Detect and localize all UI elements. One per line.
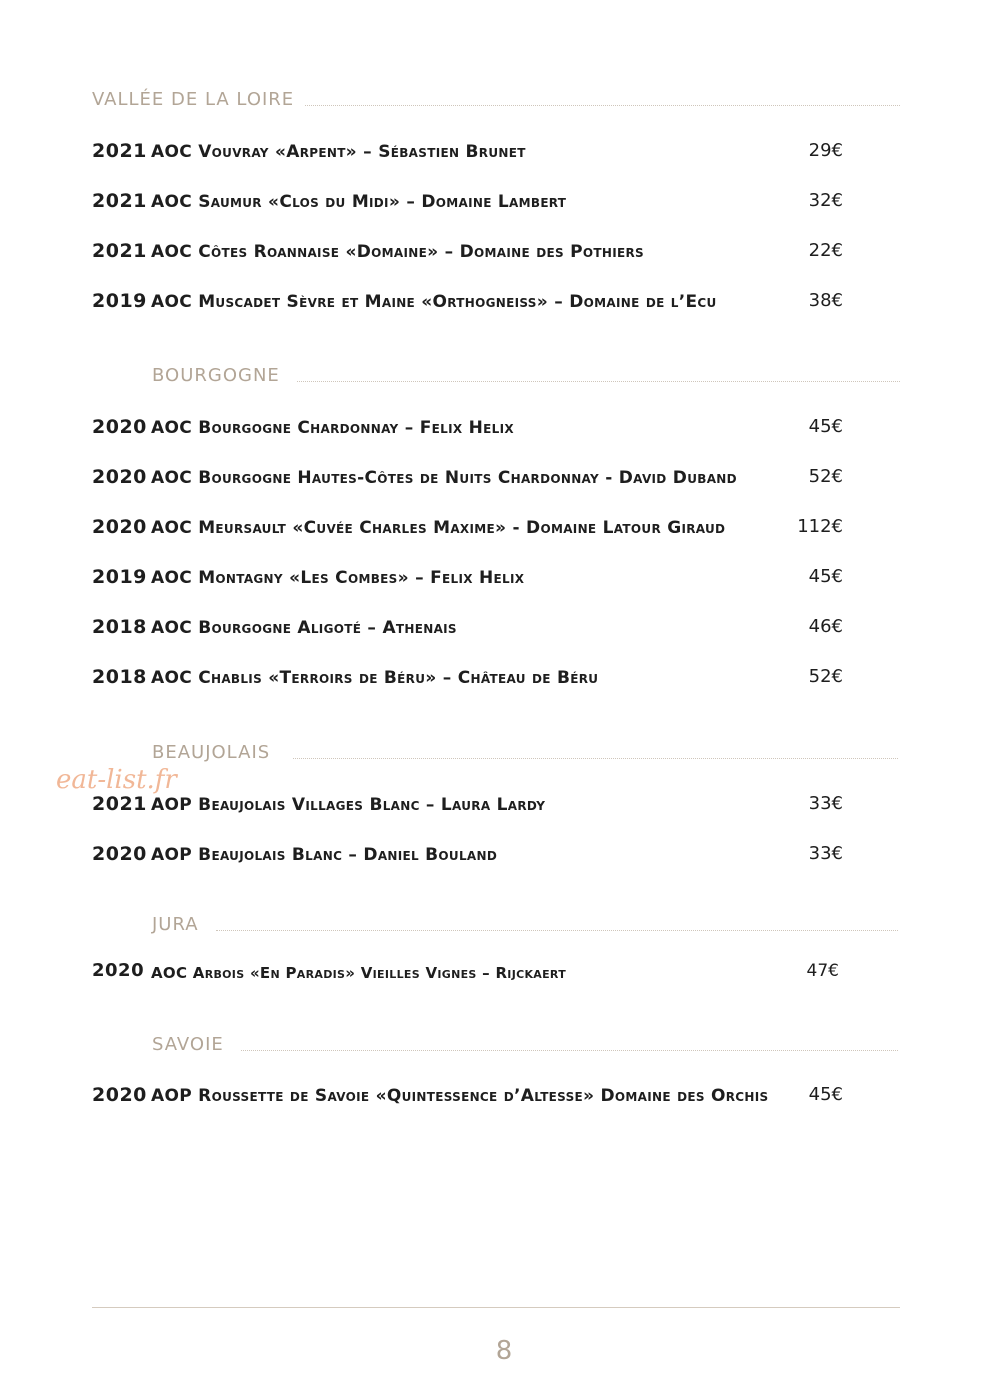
wine-price: 52€ bbox=[808, 666, 843, 687]
section-title: VALLÉE DE LA LOIRE bbox=[92, 89, 295, 110]
wine-year: 2020 bbox=[92, 416, 147, 438]
wine-year: 2019 bbox=[92, 566, 147, 588]
wine-name: AOC Bourgogne Chardonnay – Felix Helix bbox=[151, 418, 514, 438]
wine-item bbox=[0, 138, 989, 168]
wine-name: AOC Bourgogne Hautes-Côtes de Nuits Chardonnay - David Duband bbox=[151, 468, 737, 488]
wine-item bbox=[0, 414, 989, 444]
wine-price: 33€ bbox=[808, 793, 843, 814]
section-header-jura bbox=[0, 913, 989, 943]
wine-price: 45€ bbox=[808, 566, 843, 587]
wine-name: AOC Meursault «Cuvée Charles Maxime» - Domaine Latour Giraud bbox=[151, 518, 726, 538]
section-header-savoie bbox=[0, 1033, 989, 1063]
section-divider bbox=[293, 758, 898, 759]
wine-name: AOC Côtes Roannaise «Domaine» – Domaine des Pothiers bbox=[151, 242, 644, 262]
wine-year: 2021 bbox=[92, 240, 147, 262]
wine-year: 2018 bbox=[92, 666, 147, 688]
wine-price: 29€ bbox=[808, 140, 843, 161]
wine-item bbox=[0, 188, 989, 218]
wine-year: 2020 bbox=[92, 516, 147, 538]
wine-year: 2021 bbox=[92, 793, 147, 815]
wine-item bbox=[0, 1082, 989, 1112]
wine-price: 112€ bbox=[797, 516, 843, 537]
wine-year: 2019 bbox=[92, 290, 147, 312]
watermark-text: eat-list.fr bbox=[56, 765, 177, 795]
wine-year: 2021 bbox=[92, 140, 147, 162]
section-header-bourgogne bbox=[0, 364, 989, 394]
wine-item bbox=[0, 464, 989, 494]
wine-name: AOC Arbois «En Paradis» Vieilles Vignes – Rijckaert bbox=[151, 964, 566, 982]
wine-year: 2020 bbox=[92, 1084, 147, 1106]
section-title: SAVOIE bbox=[152, 1034, 224, 1055]
wine-name: AOP Roussette de Savoie «Quintessence d’Altesse» Domaine des Orchis bbox=[151, 1086, 769, 1106]
wine-item bbox=[0, 958, 989, 988]
wine-year: 2020 bbox=[92, 466, 147, 488]
wine-year: 2020 bbox=[92, 843, 147, 865]
section-divider bbox=[241, 1050, 898, 1051]
section-divider bbox=[297, 381, 900, 382]
wine-name: AOC Saumur «Clos du Midi» – Domaine Lambert bbox=[151, 192, 567, 212]
wine-year: 2020 bbox=[92, 960, 145, 981]
wine-name: AOC Vouvray «Arpent» – Sébastien Brunet bbox=[151, 142, 526, 162]
section-divider bbox=[216, 930, 898, 931]
wine-item bbox=[0, 664, 989, 694]
wine-item bbox=[0, 238, 989, 268]
wine-item bbox=[0, 564, 989, 594]
wine-year: 2021 bbox=[92, 190, 147, 212]
wine-price: 32€ bbox=[808, 190, 843, 211]
wine-name: AOC Chablis «Terroirs de Béru» – Château de Béru bbox=[151, 668, 599, 688]
wine-price: 38€ bbox=[808, 290, 843, 311]
wine-item bbox=[0, 614, 989, 644]
wine-name: AOC Muscadet Sèvre et Maine «Orthogneiss» – Domaine de l’Ecu bbox=[151, 292, 717, 312]
wine-item bbox=[0, 514, 989, 544]
wine-name: AOP Beaujolais Villages Blanc – Laura Lardy bbox=[151, 795, 546, 815]
wine-year: 2018 bbox=[92, 616, 147, 638]
wine-price: 45€ bbox=[808, 416, 843, 437]
wine-price: 22€ bbox=[808, 240, 843, 261]
wine-name: AOC Bourgogne Aligoté – Athenais bbox=[151, 618, 457, 638]
wine-price: 33€ bbox=[808, 843, 843, 864]
page-number: 8 bbox=[495, 1336, 513, 1366]
wine-name: AOP Beaujolais Blanc – Daniel Bouland bbox=[151, 845, 498, 865]
wine-price: 45€ bbox=[808, 1084, 843, 1105]
section-title: BEAUJOLAIS bbox=[152, 742, 271, 763]
wine-item bbox=[0, 841, 989, 871]
section-divider bbox=[305, 105, 900, 106]
section-header-loire bbox=[0, 88, 989, 118]
wine-price: 46€ bbox=[808, 616, 843, 637]
wine-price: 47€ bbox=[806, 961, 839, 981]
wine-item bbox=[0, 288, 989, 318]
section-title: BOURGOGNE bbox=[152, 365, 280, 386]
wine-name: AOC Montagny «Les Combes» – Felix Helix bbox=[151, 568, 525, 588]
wine-price: 52€ bbox=[808, 466, 843, 487]
footer-divider bbox=[92, 1307, 900, 1308]
section-title: JURA bbox=[152, 914, 199, 935]
